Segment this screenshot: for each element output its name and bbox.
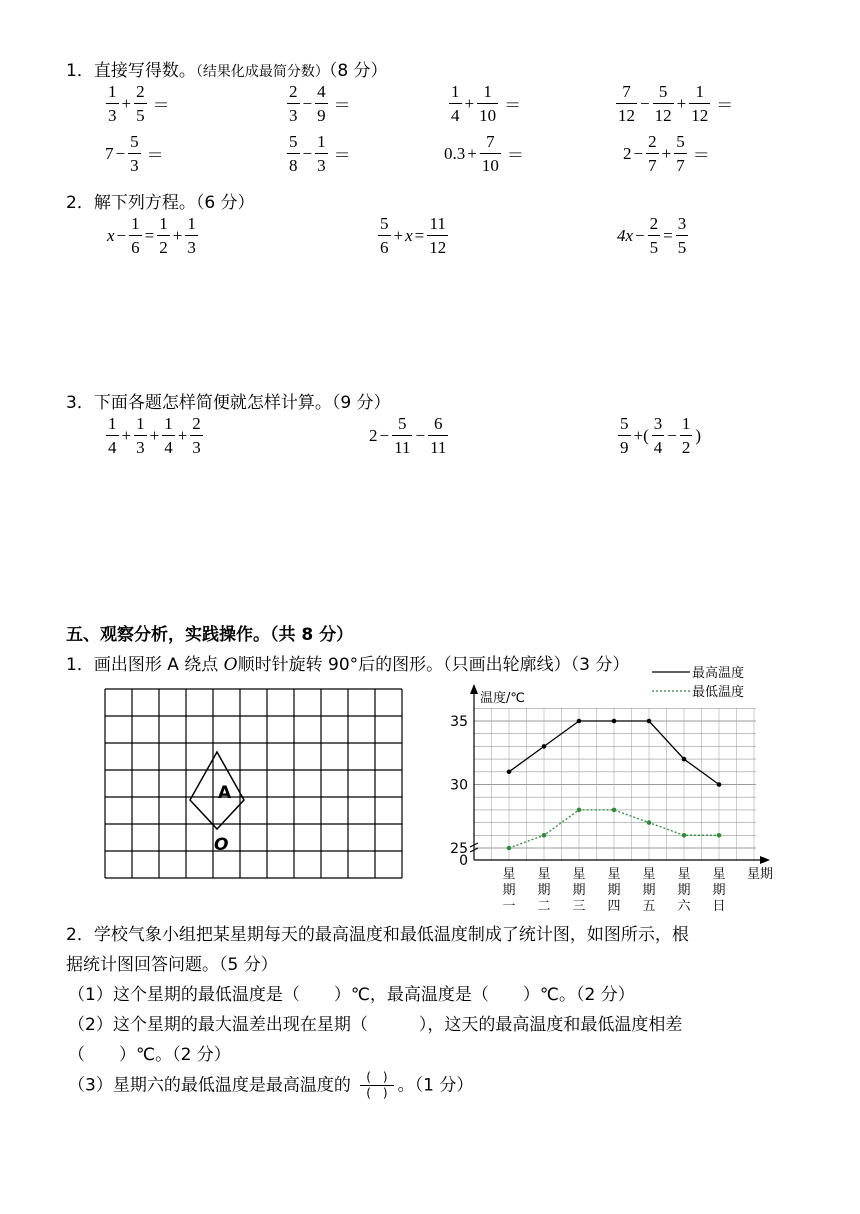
series-point xyxy=(717,782,722,787)
operator: + xyxy=(177,425,188,445)
sub3-numerator: ( ) xyxy=(360,1070,393,1086)
series-point xyxy=(647,820,652,825)
numerator: 1 xyxy=(477,80,498,104)
denominator: 8 xyxy=(289,156,298,175)
numerator: 2 xyxy=(134,80,147,104)
sub-question-2-line2: （ ）℃。（2 分） xyxy=(68,1045,231,1065)
fraction xyxy=(653,80,674,127)
operator: + xyxy=(676,93,687,113)
q3-heading xyxy=(66,388,391,413)
y-tick-label: 25 xyxy=(450,841,468,857)
series-point xyxy=(577,808,582,813)
legend-label: 最高温度 xyxy=(692,666,745,681)
numerator: 1 xyxy=(157,212,170,236)
denominator: 4 xyxy=(451,106,460,125)
figure-a-shape xyxy=(190,752,244,829)
temperature-chart xyxy=(438,664,788,914)
q2-heading xyxy=(66,188,255,213)
operator: − xyxy=(667,425,677,445)
denominator: 5 xyxy=(677,238,687,257)
denominator: 4 xyxy=(164,438,173,457)
numerator: 1 xyxy=(185,212,198,236)
denominator: 4 xyxy=(653,438,663,457)
term: 7 xyxy=(105,143,114,163)
numerator: 7 xyxy=(616,80,637,104)
denominator: 12 xyxy=(429,238,447,257)
fraction xyxy=(689,80,710,127)
x-tick-label: 星期日 xyxy=(712,867,726,914)
fraction xyxy=(287,130,300,177)
operator: = xyxy=(663,225,673,245)
numerator: 5 xyxy=(378,212,391,236)
numerator: 4 xyxy=(315,80,328,104)
sec5-q1-o: O xyxy=(223,655,238,675)
series-point xyxy=(507,770,512,775)
equals-sign: ＝ xyxy=(716,96,734,115)
operator: − xyxy=(115,143,126,163)
series-point xyxy=(682,833,687,838)
denominator: 5 xyxy=(649,238,659,257)
equals-sign: ＝ xyxy=(692,146,710,165)
q2-item-1 xyxy=(106,212,200,259)
numerator: 2 xyxy=(646,130,659,154)
fraction xyxy=(618,412,631,459)
q1-note: （结果化成最简分数） xyxy=(195,64,329,80)
operator: − xyxy=(302,93,313,113)
sub3-denominator: ( ) xyxy=(366,1086,388,1100)
fraction xyxy=(287,80,300,127)
fraction xyxy=(157,212,170,259)
sec5-q2-line1: 2．学校气象小组把某星期每天的最高温度和最低温度制成了统计图，如图所示，根 xyxy=(66,925,689,945)
operator: + xyxy=(393,225,404,245)
denominator: 3 xyxy=(130,156,139,175)
fraction xyxy=(106,412,119,459)
fraction xyxy=(646,130,659,177)
q1-item-8 xyxy=(622,130,711,177)
fraction xyxy=(652,412,665,459)
denominator: 6 xyxy=(380,238,389,257)
sub-question-1: （1）这个星期的最低温度是（ ）℃，最高温度是（ ）℃。（2 分） xyxy=(68,985,635,1005)
numerator: 1 xyxy=(315,130,328,154)
q3-item-3 xyxy=(616,412,702,459)
operator: − xyxy=(640,93,650,113)
denominator: 3 xyxy=(289,106,298,125)
x-axis-label: 星期 xyxy=(747,867,774,882)
denominator: 6 xyxy=(131,238,140,257)
denominator: 3 xyxy=(136,438,145,457)
denominator: 3 xyxy=(192,438,201,457)
numerator: 1 xyxy=(689,80,710,104)
fraction xyxy=(648,212,661,259)
fraction xyxy=(134,412,147,459)
denominator: 9 xyxy=(317,106,326,125)
operator: = xyxy=(144,225,155,245)
label-o: O xyxy=(214,835,229,855)
fraction xyxy=(477,80,498,127)
operator: − xyxy=(379,425,390,445)
equals-sign: ＝ xyxy=(506,146,524,165)
numerator: 5 xyxy=(618,412,631,436)
numerator: 2 xyxy=(648,212,661,236)
section-5-title: 五、观察分析，实践操作。（共 8 分） xyxy=(66,625,354,645)
sub3-answer-fraction xyxy=(360,1070,393,1101)
series-point xyxy=(717,833,722,838)
numerator: 11 xyxy=(427,212,448,236)
x-tick-label: 星期三 xyxy=(572,867,586,914)
q3-item-2 xyxy=(368,412,450,459)
denominator: 2 xyxy=(159,238,168,257)
q2-item-3 xyxy=(616,212,690,259)
series-point xyxy=(682,757,687,762)
numerator: 6 xyxy=(428,412,448,436)
fraction xyxy=(428,412,448,459)
term: x xyxy=(405,225,413,245)
q1-item-3 xyxy=(447,80,522,127)
denominator: 12 xyxy=(691,106,709,125)
q1-heading-text: 1．直接写得数。 xyxy=(66,61,196,81)
sub3-suffix: 。（1 分） xyxy=(397,1075,474,1096)
numerator: 1 xyxy=(106,412,119,436)
x-tick-label: 星期五 xyxy=(642,867,656,914)
legend-label: 最低温度 xyxy=(692,685,745,700)
q1-item-1 xyxy=(104,80,171,127)
term: 0.3 xyxy=(444,143,466,163)
fraction xyxy=(480,130,501,177)
x-tick-label: 星期二 xyxy=(537,867,551,914)
operator: + xyxy=(121,425,132,445)
numerator: 2 xyxy=(287,80,300,104)
denominator: 12 xyxy=(618,106,635,125)
operator: + xyxy=(172,225,183,245)
term: 2 xyxy=(623,143,632,163)
denominator: 3 xyxy=(187,238,196,257)
q2-heading-text: 2．解下列方程。 xyxy=(66,193,196,213)
rotation-grid xyxy=(104,688,410,890)
fraction xyxy=(134,80,147,127)
series-point xyxy=(612,719,617,724)
denominator: 7 xyxy=(648,156,657,175)
y-tick-label: 30 xyxy=(450,777,468,794)
fraction xyxy=(680,412,693,459)
fraction xyxy=(449,80,462,127)
denominator: 9 xyxy=(620,438,629,457)
sec5-q1-prefix: 1．画出图形 A 绕点 xyxy=(66,655,224,675)
fraction xyxy=(674,130,687,177)
numerator: 1 xyxy=(106,80,119,104)
numerator: 5 xyxy=(392,412,412,436)
denominator: 4 xyxy=(108,438,117,457)
numerator: 1 xyxy=(162,412,175,436)
operator: − xyxy=(116,225,127,245)
denominator: 11 xyxy=(394,438,411,457)
numerator: 3 xyxy=(652,412,665,436)
q1-item-6 xyxy=(285,130,352,177)
fraction xyxy=(315,130,328,177)
sec5-q1-suffix: 顺时针旋转 90°后的图形。（只画出轮廓线）（3 分） xyxy=(237,655,630,675)
series-point xyxy=(612,808,617,813)
fraction xyxy=(129,212,142,259)
operator: + xyxy=(464,93,475,113)
q1-points: （8 分） xyxy=(328,61,388,81)
operator: − xyxy=(633,143,644,163)
sub3-prefix: （3）星期六的最低温度是最高温度的 xyxy=(68,1075,351,1096)
equals-sign: ＝ xyxy=(333,146,351,165)
fraction xyxy=(427,212,448,259)
fraction xyxy=(392,412,412,459)
q1-item-4 xyxy=(614,80,734,127)
numerator: 1 xyxy=(129,212,142,236)
denominator: 2 xyxy=(681,438,691,457)
q3-heading-text: 3．下面各题怎样简便就怎样计算。 xyxy=(66,393,332,413)
equals-sign: ＝ xyxy=(333,96,351,115)
x-tick-label: 星期六 xyxy=(677,867,691,914)
fraction xyxy=(128,130,141,177)
term: 4x xyxy=(617,225,634,245)
fraction xyxy=(378,212,391,259)
sec5-q2-line2: 据统计图回答问题。（5 分） xyxy=(66,955,278,975)
q2-item-2 xyxy=(376,212,450,259)
y-axis-label: 温度/℃ xyxy=(480,691,525,706)
series-point xyxy=(542,833,547,838)
fraction xyxy=(162,412,175,459)
operator: − xyxy=(302,143,313,163)
denominator: 5 xyxy=(136,106,145,125)
fraction xyxy=(190,412,203,459)
q1-item-7 xyxy=(443,130,525,177)
operator: ) xyxy=(695,425,702,445)
denominator: 3 xyxy=(317,156,326,175)
numerator: 3 xyxy=(676,212,689,236)
operator: = xyxy=(414,225,425,245)
operator: + xyxy=(121,93,132,113)
operator: + xyxy=(467,143,477,163)
numerator: 5 xyxy=(674,130,687,154)
numerator: 1 xyxy=(680,412,693,436)
q1-item-5 xyxy=(104,130,165,177)
denominator: 12 xyxy=(654,106,672,125)
numerator: 1 xyxy=(134,412,147,436)
operator: + xyxy=(149,425,160,445)
term: x xyxy=(107,225,115,245)
fraction xyxy=(315,80,328,127)
series-point xyxy=(647,719,652,724)
operator: − xyxy=(635,225,645,245)
sub-question-3 xyxy=(68,1070,473,1101)
operator: +( xyxy=(633,425,649,445)
q1-heading xyxy=(66,56,388,81)
q3-points: （9 分） xyxy=(331,393,391,413)
numerator: 1 xyxy=(449,80,462,104)
fraction xyxy=(676,212,689,259)
numerator: 5 xyxy=(653,80,674,104)
series-point xyxy=(577,719,582,724)
q2-points: （6 分） xyxy=(195,193,255,213)
numerator: 5 xyxy=(287,130,300,154)
denominator: 10 xyxy=(481,156,499,175)
numerator: 5 xyxy=(128,130,141,154)
equals-sign: ＝ xyxy=(152,96,170,115)
denominator: 7 xyxy=(676,156,685,175)
sub-question-2-line1: （2）这个星期的最大温差出现在星期（ ），这天的最高温度和最低温度相差 xyxy=(68,1015,683,1035)
denominator: 11 xyxy=(430,438,447,457)
x-tick-label: 星期四 xyxy=(607,867,621,914)
y-tick-label: 0 xyxy=(459,853,468,869)
q1-item-2 xyxy=(285,80,352,127)
series-point xyxy=(507,846,512,851)
series-point xyxy=(542,744,547,749)
equals-sign: ＝ xyxy=(146,146,164,165)
operator: + xyxy=(661,143,672,163)
x-tick-label: 星期一 xyxy=(502,867,516,914)
fraction xyxy=(106,80,119,127)
fraction xyxy=(185,212,198,259)
equals-sign: ＝ xyxy=(504,96,522,115)
operator: − xyxy=(415,425,426,445)
y-tick-label: 35 xyxy=(450,714,468,730)
denominator: 10 xyxy=(479,106,497,125)
denominator: 3 xyxy=(108,106,117,125)
numerator: 7 xyxy=(480,130,501,154)
fraction xyxy=(616,80,637,127)
term: 2 xyxy=(369,425,378,445)
label-a: A xyxy=(218,783,232,803)
q3-item-1 xyxy=(104,412,205,459)
numerator: 2 xyxy=(190,412,203,436)
